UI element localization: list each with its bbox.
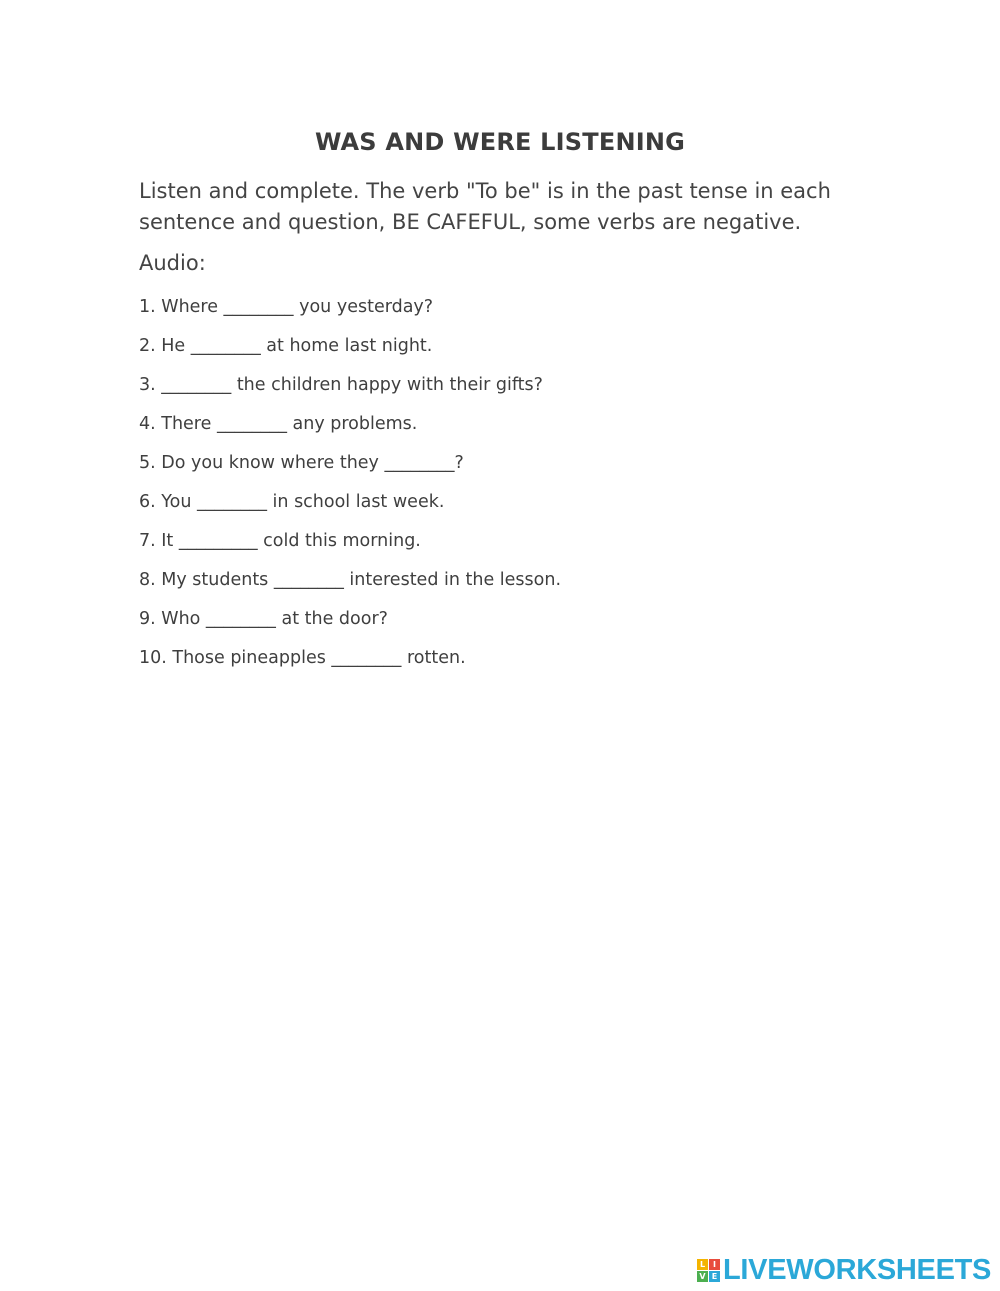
logo-tile-e: E — [709, 1271, 720, 1282]
question-item-2: 2. He ________ at home last night. — [139, 336, 433, 356]
logo-mark-icon — [697, 1259, 720, 1282]
liveworksheets-logo[interactable] — [697, 1253, 992, 1286]
logo-tile-i: I — [709, 1259, 720, 1270]
question-item-8: 8. My students ________ interested in the lesson. — [139, 570, 562, 590]
page-title: WAS AND WERE LISTENING — [314, 128, 686, 156]
question-list — [139, 294, 561, 684]
audio-label: Audio: — [139, 251, 206, 275]
logo-tile-v: V — [697, 1271, 708, 1282]
instructions-text: Listen and complete. The verb "To be" is in the past tense in each sentence and question, BE CAFEFUL, some verbs are negative. — [139, 179, 831, 234]
logo-tile-l: L — [697, 1259, 708, 1270]
question-item-10: 10. Those pineapples ________ rotten. — [139, 648, 466, 668]
question-item-6: 6. You ________ in school last week. — [139, 492, 445, 512]
question-item-7: 7. It _________ cold this morning. — [139, 531, 421, 551]
question-item-9: 9. Who ________ at the door? — [139, 609, 388, 629]
question-item-3: 3. ________ the children happy with their gifts? — [139, 375, 543, 395]
question-item-4: 4. There ________ any problems. — [139, 414, 418, 434]
logo-text: LIVEWORKSHEETS — [723, 1253, 992, 1286]
question-item-5: 5. Do you know where they ________? — [139, 453, 464, 473]
question-item-1: 1. Where ________ you yesterday? — [139, 297, 434, 317]
